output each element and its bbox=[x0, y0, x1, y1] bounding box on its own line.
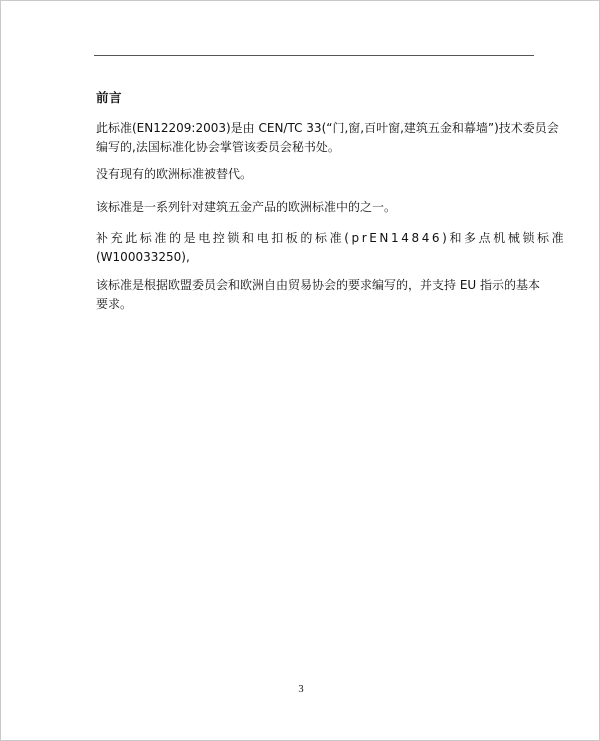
paragraph-line: 要求。 bbox=[96, 297, 133, 311]
paragraph-line: (W100033250), bbox=[96, 250, 190, 264]
page-number: 3 bbox=[298, 684, 304, 695]
paragraph-line: 该标准是根据欧盟委员会和欧洲自由贸易协会的要求编写的，并支持 EU 指示的基本 bbox=[96, 278, 540, 292]
paragraph-series bbox=[96, 198, 536, 217]
paragraph-standard-origin bbox=[96, 119, 559, 157]
paragraph-line: 没有现有的欧洲标准被替代。 bbox=[96, 167, 253, 181]
header-rule bbox=[94, 55, 534, 56]
paragraph-eu-mandate bbox=[96, 276, 540, 314]
paragraph-line: 编写的,法国标准化协会掌管该委员会秘书处。 bbox=[96, 140, 340, 154]
section-heading: 前言 bbox=[96, 90, 123, 105]
paragraph-complementary-standards bbox=[96, 229, 567, 267]
paragraph-line: 该标准是一系列针对建筑五金产品的欧洲标准中的之一。 bbox=[96, 200, 397, 214]
paragraph-line: 补充此标准的是电控锁和电扣板的标准(prEN14846)和多点机械锁标准 bbox=[96, 231, 567, 245]
paragraph-no-superseded bbox=[96, 165, 536, 184]
paragraph-line: 此标准(EN12209:2003)是由 CEN/TC 33(“门,窗,百叶窗,建筑五金和幕墙”)技术委员会 bbox=[96, 121, 559, 135]
